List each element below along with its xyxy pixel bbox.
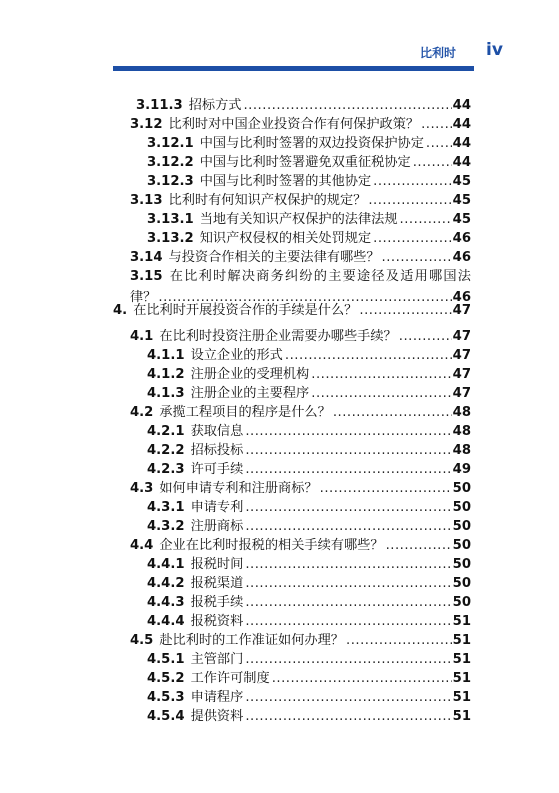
toc-entry-title: 中国与比利时签署避免双重征税协定 <box>199 155 411 170</box>
toc-entry-title: 在比利时开展投资合作的手续是什么？ <box>133 303 358 318</box>
toc-entry-page: 44 <box>452 117 471 132</box>
toc-entry-title: 中国与比利时签署的双边投资保护协定 <box>199 136 424 151</box>
toc-entry[interactable] <box>147 593 471 612</box>
toc-entry-number: 4.1.1 <box>147 348 185 363</box>
dot-leader <box>333 403 452 422</box>
toc-entry-number: 4.2.1 <box>147 424 185 439</box>
dot-leader <box>400 210 452 229</box>
dot-leader <box>272 669 452 688</box>
dot-leader <box>245 555 451 574</box>
dot-leader <box>373 229 451 248</box>
toc-entry[interactable] <box>136 96 471 115</box>
toc-entry[interactable] <box>147 555 471 574</box>
toc-entry-number: 4.4 <box>130 538 154 553</box>
toc-entry[interactable] <box>147 612 471 631</box>
toc-entry[interactable] <box>130 115 471 134</box>
toc-entry-number: 4.2 <box>130 405 154 420</box>
toc-entry-page: 48 <box>452 405 471 420</box>
toc-entry-number: 4.5.2 <box>147 671 185 686</box>
toc-entry-number: 4.2.2 <box>147 443 185 458</box>
toc-entry[interactable] <box>147 669 471 688</box>
toc-entry-title: 注册企业的主要程序 <box>190 386 310 401</box>
dot-leader <box>245 517 451 536</box>
toc-entry[interactable] <box>147 172 471 191</box>
toc-entry[interactable] <box>130 403 471 422</box>
toc-entry-page: 45 <box>452 193 471 208</box>
running-header-title: 比利时 <box>420 46 457 60</box>
toc-entry-title: 当地有关知识产权保护的法律法规 <box>199 212 398 227</box>
toc-entry-page: 45 <box>452 174 471 189</box>
toc-entry[interactable] <box>147 346 471 365</box>
toc-entry-title: 许可手续 <box>190 462 244 477</box>
toc-entry-page: 48 <box>452 424 471 439</box>
toc-entry-number: 4.2.3 <box>147 462 185 477</box>
dot-leader <box>245 612 451 631</box>
toc-entry-title: 报税渠道 <box>190 576 244 591</box>
toc-entry-number: 4.3.1 <box>147 500 185 515</box>
toc-entry-number: 3.12.1 <box>147 136 194 151</box>
toc-entry-title: 与投资合作相关的主要法律有哪些？ <box>168 250 380 265</box>
toc-entry-number: 3.13.2 <box>147 231 194 246</box>
toc-entry-number: 4.5.3 <box>147 690 185 705</box>
toc-entry-title: 承揽工程项目的程序是什么？ <box>159 405 331 420</box>
toc-entry-page: 47 <box>452 386 471 401</box>
dot-leader <box>285 346 452 365</box>
toc-entry-title: 申请程序 <box>190 690 244 705</box>
toc-entry-number: 3.14 <box>130 250 163 265</box>
dot-leader <box>245 441 451 460</box>
dot-leader <box>359 301 451 320</box>
toc-entry-title: 报税资料 <box>190 614 244 629</box>
toc-entry-title: 报税手续 <box>190 595 244 610</box>
toc-entry-title: 企业在比利时报税的相关手续有哪些？ <box>159 538 384 553</box>
toc-entry[interactable] <box>147 688 471 707</box>
toc-entry[interactable] <box>147 229 471 248</box>
toc-entry-page: 47 <box>452 367 471 382</box>
toc-entry-title: 提供资料 <box>190 709 244 724</box>
toc-entry-number: 4.4.3 <box>147 595 185 610</box>
toc-entry-page: 51 <box>452 652 471 667</box>
toc-entry[interactable] <box>130 536 471 555</box>
toc-entry-number: 4.3 <box>130 481 154 496</box>
toc-entry[interactable] <box>147 384 471 403</box>
toc-entry-number: 3.15 <box>130 269 163 284</box>
toc-entry-page: 51 <box>452 671 471 686</box>
dot-leader <box>320 479 452 498</box>
dot-leader <box>245 593 451 612</box>
toc-entry-title: 工作许可制度 <box>190 671 270 686</box>
toc-entry[interactable] <box>147 422 471 441</box>
dot-leader <box>245 498 451 517</box>
toc-entry[interactable] <box>147 498 471 517</box>
toc-entry-title: 申请专利 <box>190 500 244 515</box>
toc-entry-page: 47 <box>452 303 471 318</box>
toc-entry-page: 46 <box>452 231 471 246</box>
toc-entry-page: 50 <box>452 481 471 496</box>
dot-leader <box>399 327 452 346</box>
dot-leader <box>245 422 451 441</box>
dot-leader <box>311 384 451 403</box>
toc-entry-number: 4. <box>113 303 128 318</box>
toc-entry-title: 赴比利时的工作准证如何办理？ <box>159 633 344 648</box>
toc-entry-number: 4.5 <box>130 633 154 648</box>
toc-entry[interactable] <box>147 153 471 172</box>
toc-entry-title: 注册商标 <box>190 519 244 534</box>
toc-entry-page: 46 <box>452 290 471 305</box>
toc-entry-title: 在比利时解决商务纠纷的主要途径及适用哪国法 <box>168 269 471 284</box>
toc-entry-title: 中国与比利时签署的其他协定 <box>199 174 372 189</box>
toc-entry-page: 51 <box>452 709 471 724</box>
toc-entry[interactable] <box>147 707 471 726</box>
toc-entry-page: 47 <box>452 329 471 344</box>
toc-entry-number: 3.12.3 <box>147 174 194 189</box>
toc-entry[interactable] <box>147 210 471 229</box>
toc-entry-page: 50 <box>452 557 471 572</box>
toc-entry[interactable] <box>147 650 471 669</box>
toc-entry-page: 45 <box>452 212 471 227</box>
dot-leader <box>311 365 451 384</box>
toc-entry[interactable] <box>147 134 471 153</box>
toc-entry[interactable] <box>130 327 471 346</box>
toc-entry-page: 47 <box>452 348 471 363</box>
dot-leader <box>245 707 451 726</box>
toc-entry[interactable] <box>130 479 471 498</box>
dot-leader <box>413 153 452 172</box>
dot-leader <box>245 460 451 479</box>
toc-entry-number: 3.13 <box>130 193 163 208</box>
toc-entry[interactable] <box>147 460 471 479</box>
toc-entry-page: 51 <box>452 690 471 705</box>
toc-entry[interactable] <box>130 191 471 210</box>
toc-entry[interactable] <box>130 631 471 650</box>
toc-entry-number: 4.1 <box>130 329 154 344</box>
toc-entry-number: 3.12.2 <box>147 155 194 170</box>
dot-leader <box>245 650 451 669</box>
dot-leader <box>245 688 451 707</box>
dot-leader <box>386 536 452 555</box>
header-rule <box>113 66 474 71</box>
toc-entry-title: 在比利时投资注册企业需要办哪些手续？ <box>159 329 397 344</box>
toc-entry-page: 44 <box>452 136 471 151</box>
toc-entry-number: 4.1.2 <box>147 367 185 382</box>
toc-entry-title: 注册企业的受理机构 <box>190 367 310 382</box>
toc-entry-number: 4.4.2 <box>147 576 185 591</box>
dot-leader <box>426 134 452 153</box>
running-header-page-numeral: iv <box>486 40 503 60</box>
toc-entry-page: 46 <box>452 250 471 265</box>
toc-entry-title-cont: 律？ <box>130 290 157 305</box>
toc-entry-page: 44 <box>452 155 471 170</box>
toc-entry-page: 48 <box>452 443 471 458</box>
toc-chapter-entry[interactable] <box>113 301 471 320</box>
toc-entry-title: 获取信息 <box>190 424 244 439</box>
toc-entry-page: 50 <box>452 500 471 515</box>
toc-entry[interactable] <box>147 574 471 593</box>
toc-entry-page: 50 <box>452 538 471 553</box>
dot-leader <box>245 574 451 593</box>
toc-entry-number: 4.1.3 <box>147 386 185 401</box>
toc-entry-number: 4.4.1 <box>147 557 185 572</box>
dot-leader <box>421 115 452 134</box>
dot-leader <box>346 631 452 650</box>
toc-entry-title: 招标方式 <box>188 98 242 113</box>
toc-entry-title: 知识产权侵权的相关处罚规定 <box>199 231 372 246</box>
toc-entry[interactable] <box>147 365 471 384</box>
dot-leader <box>373 172 451 191</box>
toc-entry-page: 50 <box>452 519 471 534</box>
toc-entry-number: 4.3.2 <box>147 519 185 534</box>
toc-entry-page: 51 <box>452 614 471 629</box>
toc-entry-number: 4.5.4 <box>147 709 185 724</box>
dot-leader <box>243 96 451 115</box>
toc-entry[interactable] <box>147 517 471 536</box>
toc-entry-title: 比利时有何知识产权保护的规定？ <box>168 193 367 208</box>
toc-entry-page: 49 <box>452 462 471 477</box>
toc-entry-number: 3.11.3 <box>136 98 183 113</box>
toc-entry-page: 51 <box>452 633 471 648</box>
toc-entry-title: 主管部门 <box>190 652 244 667</box>
toc-entry-title: 设立企业的形式 <box>190 348 283 363</box>
toc-entry[interactable] <box>147 441 471 460</box>
toc-entry-number: 4.4.4 <box>147 614 185 629</box>
toc-entry-line1 <box>130 266 471 287</box>
toc-entry-title: 报税时间 <box>190 557 244 572</box>
toc-entry[interactable] <box>130 248 471 267</box>
toc-entry-page: 44 <box>452 98 471 113</box>
toc-entry-page: 50 <box>452 595 471 610</box>
dot-leader <box>382 248 452 267</box>
toc-entry-title: 如何申请专利和注册商标？ <box>159 481 318 496</box>
toc-entry-number: 3.13.1 <box>147 212 194 227</box>
toc-entry-number: 3.12 <box>130 117 163 132</box>
toc-entry-number: 4.5.1 <box>147 652 185 667</box>
toc-entry-title: 比利时对中国企业投资合作有何保护政策？ <box>168 117 420 132</box>
toc-entry-title: 招标投标 <box>190 443 244 458</box>
dot-leader <box>368 191 451 210</box>
toc-entry-page: 50 <box>452 576 471 591</box>
